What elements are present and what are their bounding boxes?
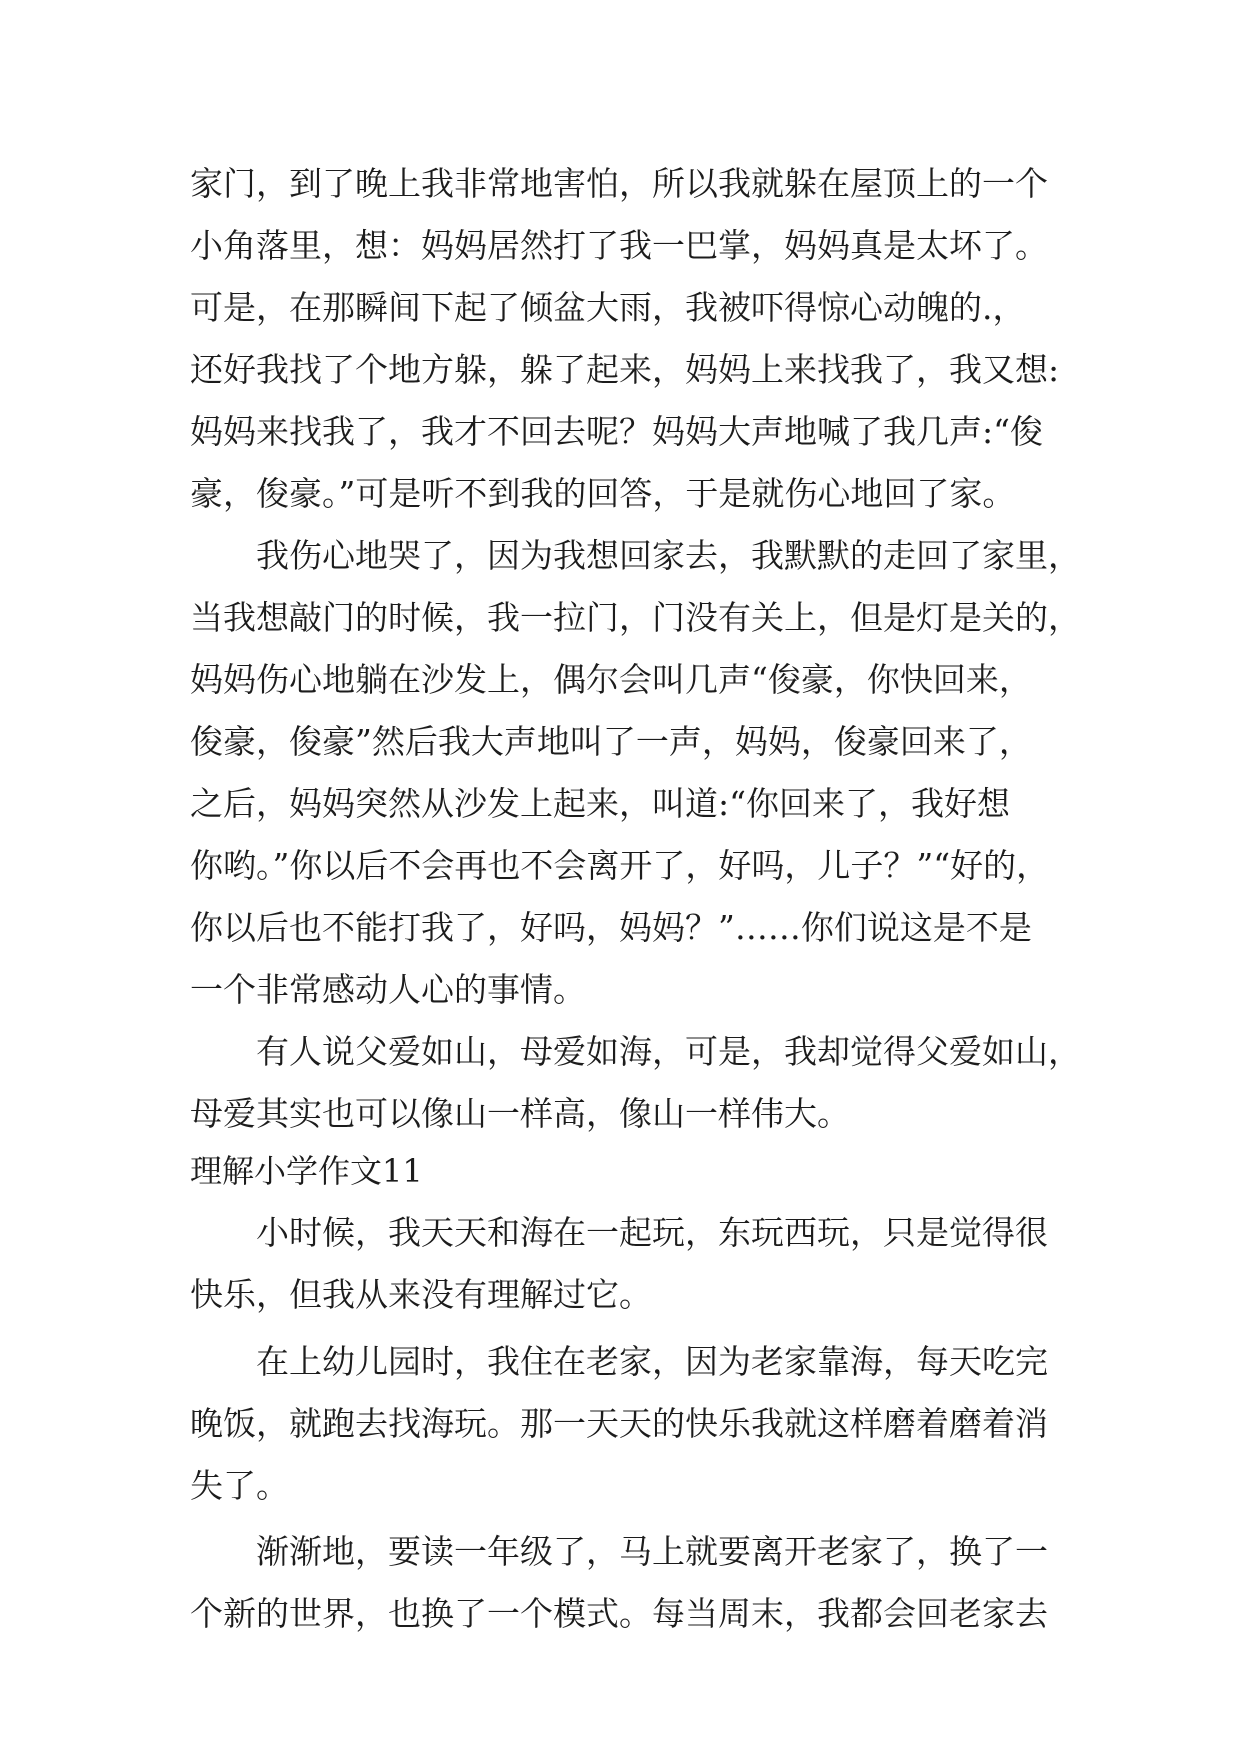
- text-line: 俊豪，俊豪”然后我大声地叫了一声，妈妈，俊豪回来了，: [190, 722, 1032, 761]
- text-line: 晚饭，就跑去找海玩。那一天天的快乐我就这样磨着磨着消: [190, 1404, 1048, 1443]
- text-line: 家门，到了晚上我非常地害怕，所以我就躲在屋顶上的一个: [190, 164, 1048, 203]
- text-line: 失了。: [190, 1466, 289, 1505]
- section-heading: 理解小学作文11: [190, 1152, 423, 1190]
- text-line: 个新的世界，也换了一个模式。每当周末，我都会回老家去: [190, 1594, 1048, 1633]
- text-line: 母爱其实也可以像山一样高，像山一样伟大。: [190, 1094, 850, 1133]
- text-line: 你哟。”你以后不会再也不会离开了，好吗，儿子？”“好的，: [190, 846, 1050, 885]
- text-line: 可是，在那瞬间下起了倾盆大雨，我被吓得惊心动魄的.，: [190, 288, 1026, 327]
- text-line: 豪，俊豪。”可是听不到我的回答，于是就伤心地回了家。: [190, 474, 1016, 513]
- text-line: 快乐，但我从来没有理解过它。: [190, 1275, 652, 1314]
- text-line: 有人说父爱如山，母爱如海，可是，我却觉得父爱如山，: [256, 1032, 1081, 1071]
- text-line: 小角落里，想：妈妈居然打了我一巴掌，妈妈真是太坏了。: [190, 226, 1048, 265]
- text-line: 一个非常感动人心的事情。: [190, 970, 586, 1009]
- text-line: 还好我找了个地方躲，躲了起来，妈妈上来找我了，我又想:: [190, 350, 1060, 389]
- text-line: 妈妈来找我了，我才不回去呢？妈妈大声地喊了我几声:“俊: [190, 412, 1043, 451]
- text-line: 渐渐地，要读一年级了，马上就要离开老家了，换了一: [256, 1532, 1048, 1571]
- text-line: 你以后也不能打我了，好吗，妈妈？”……你们说这是不是: [190, 908, 1032, 947]
- text-line: 在上幼儿园时，我住在老家，因为老家靠海，每天吃完: [256, 1342, 1048, 1381]
- text-line: 之后，妈妈突然从沙发上起来，叫道:“你回来了，我好想: [190, 784, 1010, 823]
- text-line: 当我想敲门的时候，我一拉门，门没有关上，但是灯是关的，: [190, 598, 1081, 637]
- text-line: 小时候，我天天和海在一起玩，东玩西玩，只是觉得很: [256, 1213, 1048, 1252]
- text-line: 妈妈伤心地躺在沙发上，偶尔会叫几声“俊豪，你快回来，: [190, 660, 1032, 699]
- text-line: 我伤心地哭了，因为我想回家去，我默默的走回了家里，: [256, 536, 1081, 575]
